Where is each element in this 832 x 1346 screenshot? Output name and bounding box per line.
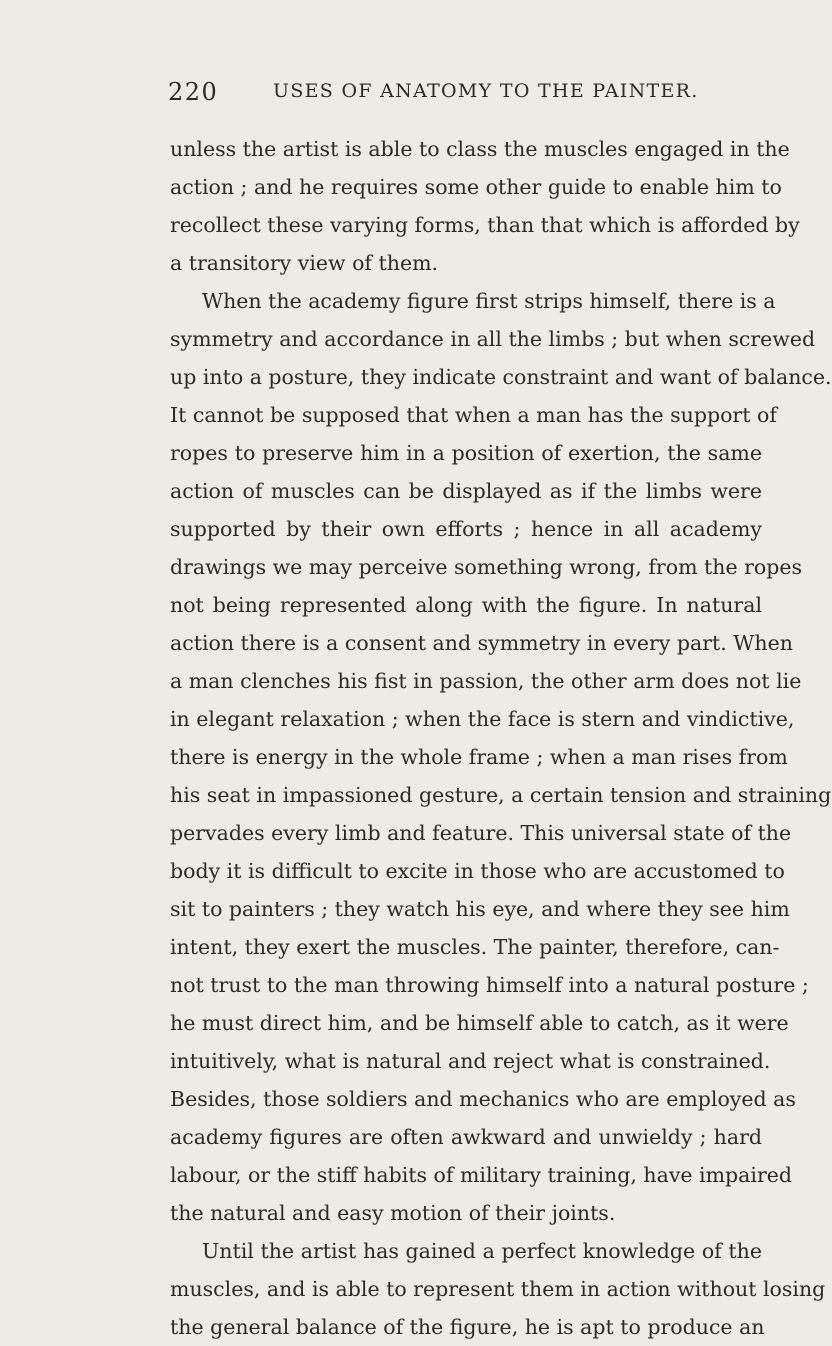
text-line: muscles, and is able to represent them in action without losing xyxy=(170,1277,826,1301)
text-line: unless the artist is able to class the muscles engaged in the xyxy=(170,137,790,161)
text-line: When the academy figure first strips himself, there is a xyxy=(202,289,776,313)
text-line: there is energy in the whole frame ; when a man rises from xyxy=(170,745,788,769)
text-line: action ; and he requires some other guide to enable him to xyxy=(170,175,782,199)
text-line: action there is a consent and symmetry in every part. When xyxy=(170,631,793,655)
text-line: academy figures are often awkward and unwieldy ; hard xyxy=(170,1125,762,1149)
body-text xyxy=(170,130,832,1346)
text-line: not being represented along with the figure. In natural xyxy=(170,593,762,617)
text-line: action of muscles can be displayed as if the limbs were xyxy=(170,479,762,503)
text-line: the natural and easy motion of their joints. xyxy=(170,1201,616,1225)
text-line: body it is difficult to excite in those who are accustomed to xyxy=(170,859,785,883)
text-line: a transitory view of them. xyxy=(170,251,439,275)
text-line: up into a posture, they indicate constraint and want of balance. xyxy=(170,365,832,389)
text-line: ropes to preserve him in a position of exertion, the same xyxy=(170,441,762,465)
text-line: symmetry and accordance in all the limbs ; but when screwed xyxy=(170,327,816,351)
text-line: drawings we may perceive something wrong, from the ropes xyxy=(170,555,803,579)
text-line: he must direct him, and be himself able to catch, as it were xyxy=(170,1011,789,1035)
running-title: USES OF ANATOMY TO THE PAINTER. xyxy=(273,80,699,102)
text-line: the general balance of the figure, he is apt to produce an xyxy=(170,1315,765,1339)
page-header xyxy=(168,78,788,110)
text-line: sit to painters ; they watch his eye, and where they see him xyxy=(170,897,790,921)
text-line: intent, they exert the muscles. The painter, therefore, can- xyxy=(170,935,780,959)
text-line: in elegant relaxation ; when the face is stern and vindictive, xyxy=(170,707,795,731)
text-line: supported by their own efforts ; hence in all academy xyxy=(170,517,762,541)
text-line: his seat in impassioned gesture, a certain tension and straining xyxy=(170,783,832,807)
page-number: 220 xyxy=(168,78,219,106)
text-line: Besides, those soldiers and mechanics who are employed as xyxy=(170,1087,796,1111)
text-line: not trust to the man throwing himself into a natural posture ; xyxy=(170,973,809,997)
text-line: a man clenches his fist in passion, the other arm does not lie xyxy=(170,669,802,693)
text-line: It cannot be supposed that when a man has the support of xyxy=(170,403,777,427)
text-line: Until the artist has gained a perfect knowledge of the xyxy=(202,1239,762,1263)
text-line: recollect these varying forms, than that which is afforded by xyxy=(170,213,800,237)
text-line: intuitively, what is natural and reject what is constrained. xyxy=(170,1049,771,1073)
text-line: labour, or the stiff habits of military training, have impaired xyxy=(170,1163,792,1187)
text-line: pervades every limb and feature. This universal state of the xyxy=(170,821,792,845)
